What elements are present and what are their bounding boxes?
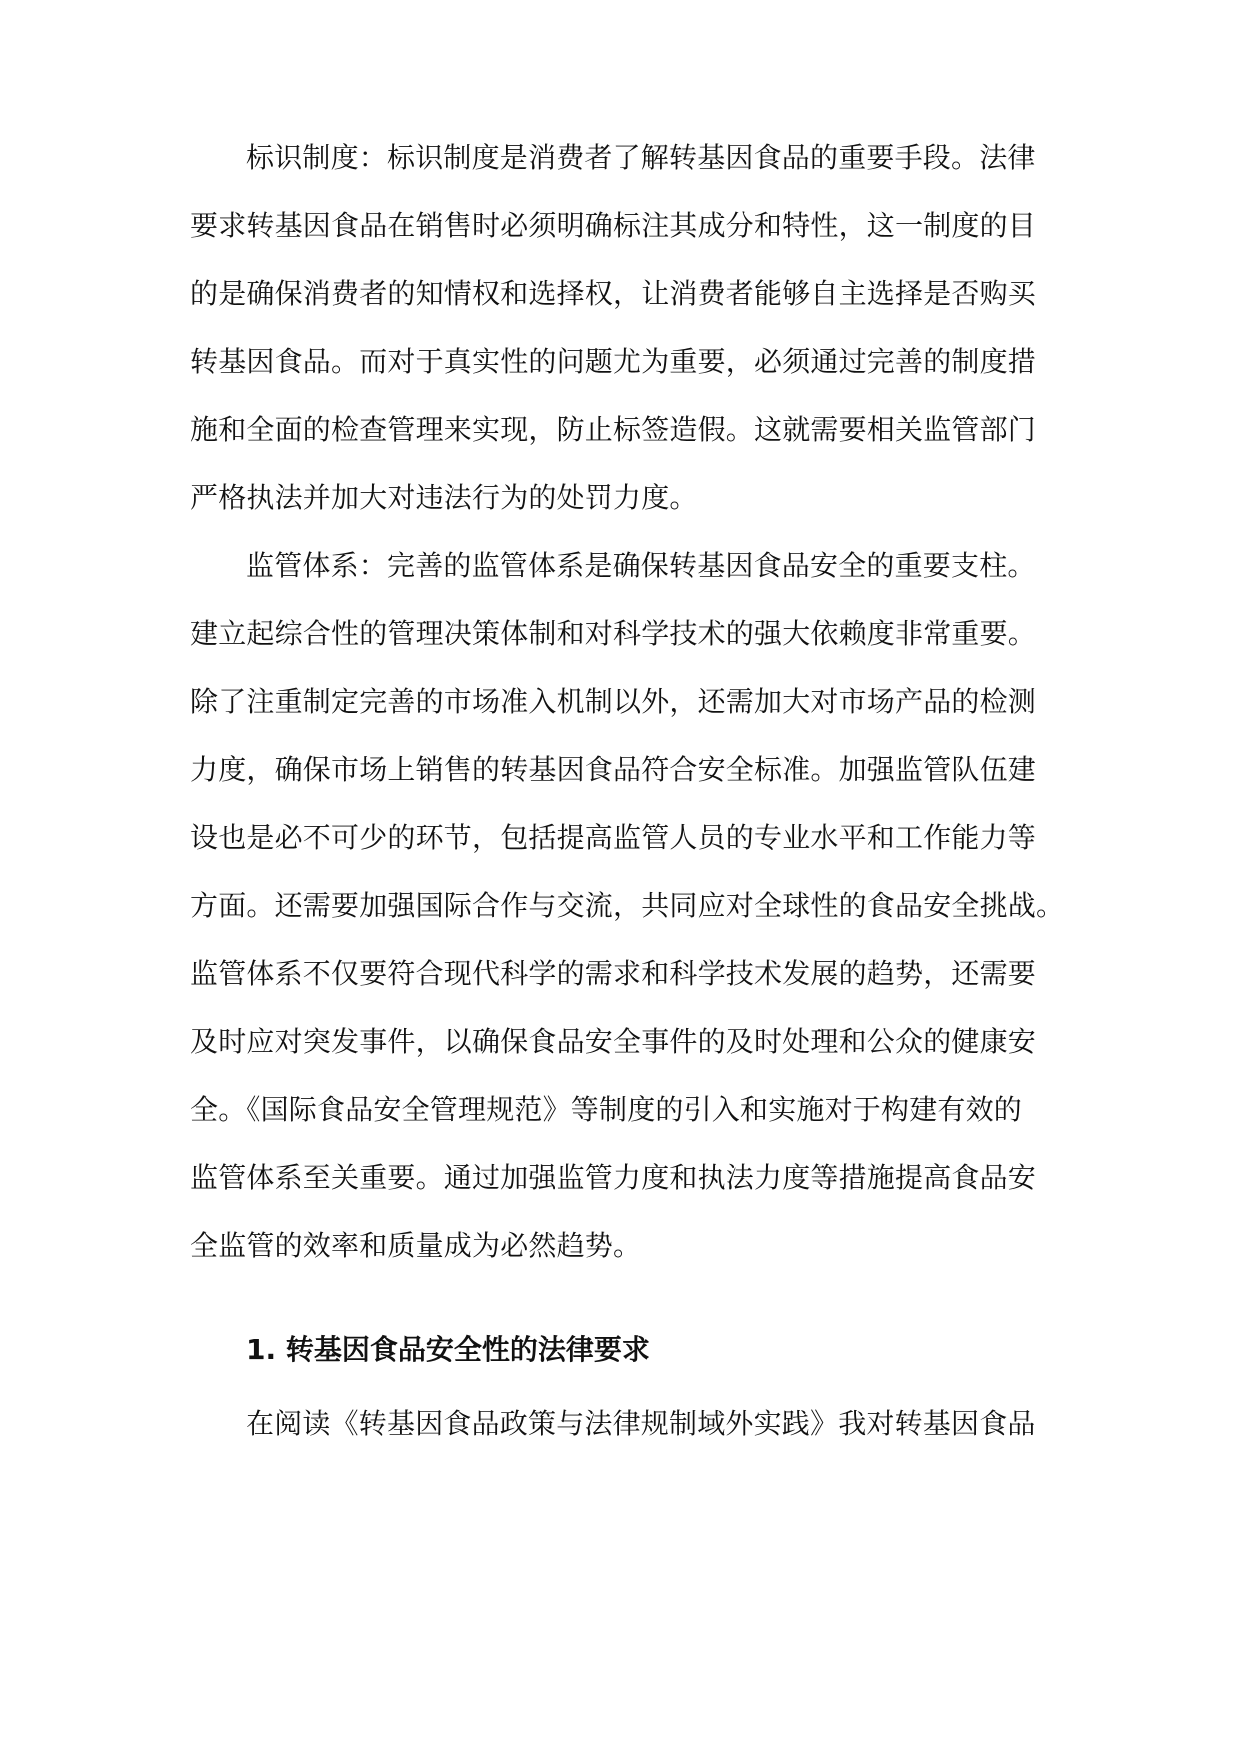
paragraph-2-line-2: 建立起综合性的管理决策体制和对科学技术的强大依赖度非常重要。 (190, 617, 1037, 650)
paragraph-1-line-1: 标识制度：标识制度是消费者了解转基因食品的重要手段。法律 (246, 141, 1036, 174)
paragraph-2-line-3: 除了注重制定完善的市场准入机制以外，还需加大对市场产品的检测 (190, 685, 1037, 718)
paragraph-2-line-1: 监管体系：完善的监管体系是确保转基因食品安全的重要支柱。 (246, 549, 1036, 582)
paragraph-1-line-4: 转基因食品。而对于真实性的问题尤为重要，必须通过完善的制度措 (190, 345, 1037, 378)
paragraph-2-line-11: 全监管的效率和质量成为必然趋势。 (190, 1229, 642, 1262)
paragraph-2-line-6: 方面。还需要加强国际合作与交流，共同应对全球性的食品安全挑战。 (190, 889, 1065, 922)
paragraph-2-line-10: 监管体系至关重要。通过加强监管力度和执法力度等措施提高食品安 (190, 1161, 1037, 1194)
paragraph-1-line-3: 的是确保消费者的知情权和选择权，让消费者能够自主选择是否购买 (190, 277, 1037, 310)
paragraph-2-line-8: 及时应对突发事件，以确保食品安全事件的及时处理和公众的健康安 (190, 1025, 1037, 1058)
paragraph-1-line-5: 施和全面的检查管理来实现，防止标签造假。这就需要相关监管部门 (190, 413, 1037, 446)
section-heading: 1. 转基因食品安全性的法律要求 (246, 1333, 650, 1366)
paragraph-1-line-6: 严格执法并加大对违法行为的处罚力度。 (190, 481, 698, 514)
paragraph-2-line-9: 全。《国际食品安全管理规范》等制度的引入和实施对于构建有效的 (190, 1093, 1023, 1126)
paragraph-2-line-4: 力度，确保市场上销售的转基因食品符合安全标准。加强监管队伍建 (190, 753, 1037, 786)
paragraph-3-line-1: 在阅读《转基因食品政策与法律规制域外实践》我对转基因食品 (246, 1407, 1036, 1440)
paragraph-2-line-5: 设也是必不可少的环节，包括提高监管人员的专业水平和工作能力等 (190, 821, 1037, 854)
paragraph-2-line-7: 监管体系不仅要符合现代科学的需求和科学技术发展的趋势，还需要 (190, 957, 1037, 990)
paragraph-1-line-2: 要求转基因食品在销售时必须明确标注其成分和特性，这一制度的目 (190, 209, 1037, 242)
